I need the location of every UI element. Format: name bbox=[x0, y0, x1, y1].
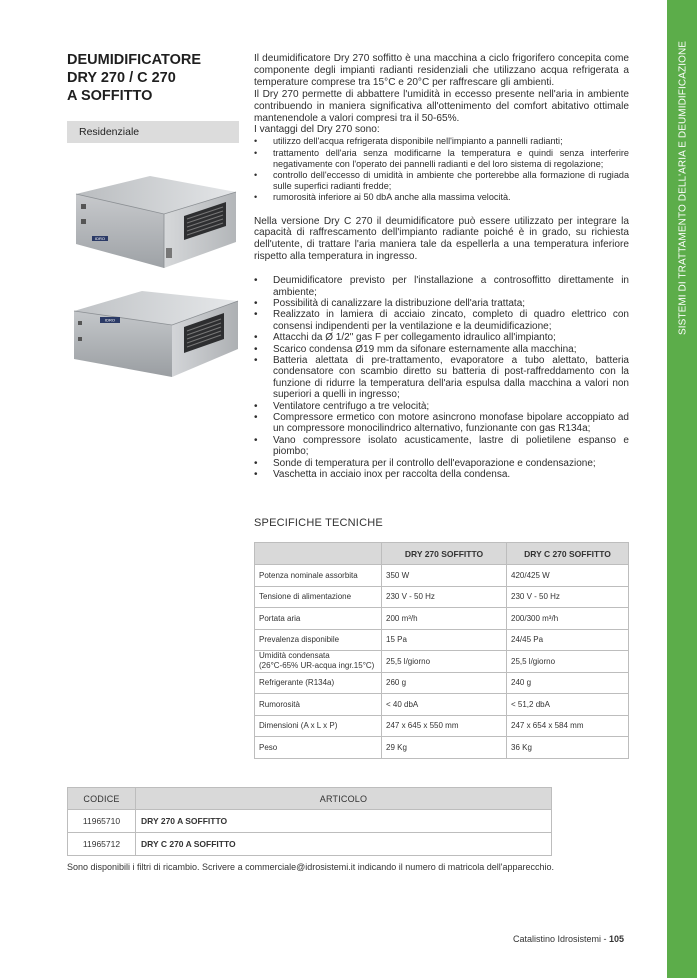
advantage-item: • rumorosità inferiore ai 50 dbA anche alla massima velocità. bbox=[254, 192, 629, 203]
feature-item: • Compressore ermetico con motore asincrono monofase bipolare accoppiato ad un compressore monocilindrico alternativo, funzionante con gas R134a; bbox=[254, 412, 629, 435]
category-box bbox=[67, 121, 239, 143]
spec-value-dry-270: 25,5 l/giorno bbox=[382, 651, 507, 673]
spec-label-line-2: (26°C-65% UR-acqua ingr.15°C) bbox=[259, 661, 375, 671]
advantage-item: • controllo dell'eccesso di umidità in ambiente che porterebbe alla formazione di rugiada sulle superfici radianti fredde; bbox=[254, 170, 629, 192]
feature-item: • Attacchi da Ø 1/2" gas F per collegamento idraulico all'impianto; bbox=[254, 332, 629, 343]
feature-item: • Scarico condensa Ø19 mm da sifonare esternamente alla macchina; bbox=[254, 344, 629, 355]
feature-item: • Ventilatore centrifugo a tre velocità; bbox=[254, 401, 629, 412]
spec-value-dry-c-270: 200/300 m³/h bbox=[507, 608, 629, 630]
spec-value-dry-c-270: 420/425 W bbox=[507, 565, 629, 587]
spec-label: Rumorosità bbox=[255, 694, 382, 716]
codes-table bbox=[67, 787, 552, 856]
specs-header-row bbox=[255, 543, 629, 565]
spec-value-dry-270: 230 V - 50 Hz bbox=[382, 586, 507, 608]
page-number: 105 bbox=[609, 934, 625, 944]
specs-header-dry-270: DRY 270 SOFFITTO bbox=[382, 543, 507, 565]
spec-value-dry-270: 15 Pa bbox=[382, 629, 507, 651]
specs-header-dry-c-270: DRY C 270 SOFFITTO bbox=[507, 543, 629, 565]
spec-value-dry-c-270: 24/45 Pa bbox=[507, 629, 629, 651]
spec-value-dry-270: 200 m³/h bbox=[382, 608, 507, 630]
unit-label-1: IDRO bbox=[95, 236, 105, 241]
category-label: Residenziale bbox=[79, 126, 140, 138]
product-article: DRY 270 A SOFFITTO bbox=[136, 810, 552, 833]
unit-label-2: IDRO bbox=[105, 317, 115, 323]
product-photo-dry-c-270 bbox=[72, 287, 240, 379]
feature-item: • Batteria alettata di pre-trattamento, evaporatore a tubo alettato, batteria condensatore con scambio diretto su batteria di post-raffreddamento con la funzione di ridurre la temperatura dell'aria espulsa dalla macchina a valori non superiori a quelli in ingresso; bbox=[254, 355, 629, 401]
feature-item: • Realizzato in lamiera di acciaio zincato, completo di quadro elettrico con consensi indipendenti per la ventilazione e la deumidificazione; bbox=[254, 309, 629, 332]
product-title-line-2: DRY 270 / C 270 bbox=[67, 70, 176, 86]
product-photo-dry-270 bbox=[72, 174, 240, 270]
spare-filters-note: Sono disponibili i filtri di ricambio. Scrivere a commerciale@idrosistemi.it indicando il numero di matricola dell'apparecchio. bbox=[67, 862, 555, 872]
spec-value-dry-c-270: 240 g bbox=[507, 672, 629, 694]
feature-item: • Deumidificatore previsto per l'installazione a controsoffitto direttamente in ambiente; bbox=[254, 275, 629, 298]
feature-item: • Sonde di temperatura per il controllo dell'evaporazione e condensazione; bbox=[254, 458, 629, 469]
advantage-item: • trattamento dell'aria senza modificarne la temperatura e quindi senza interferire negativamente con l'operato dei pannelli radianti e del loro sistema di regolazione; bbox=[254, 148, 629, 170]
spec-value-dry-270: 260 g bbox=[382, 672, 507, 694]
feature-item: • Vano compressore isolato acusticamente, lastre di polietilene espanso e piombo; bbox=[254, 435, 629, 458]
spec-value-dry-c-270: 36 Kg bbox=[507, 737, 629, 759]
spec-value-dry-c-270: 247 x 654 x 584 mm bbox=[507, 715, 629, 737]
table-row bbox=[255, 715, 629, 737]
spec-value-dry-c-270: 25,5 l/giorno bbox=[507, 651, 629, 673]
spec-label bbox=[255, 651, 382, 673]
spec-value-dry-270: 29 Kg bbox=[382, 737, 507, 759]
advantages-title: I vantaggi del Dry 270 sono: bbox=[254, 124, 380, 136]
advantage-item: • utilizzo dell'acqua refrigerata disponibile nell'impianto a pannelli radianti; bbox=[254, 136, 629, 147]
version-c-paragraph: Nella versione Dry C 270 il deumidificatore può essere utilizzato per integrare la capacità di raffrescamento dell'impianto radiante poiché è in grado, su richiesta dell'utente, di trattare l'aria maniera tale da espellerla a una temperatura inferiore rispetto alla temperatura in ingresso. bbox=[254, 215, 629, 263]
spec-label: Prevalenza disponibile bbox=[255, 629, 382, 651]
spec-value-dry-c-270: 230 V - 50 Hz bbox=[507, 586, 629, 608]
table-row bbox=[255, 586, 629, 608]
spec-label: Dimensioni (A x L x P) bbox=[255, 715, 382, 737]
section-sidebar-label: SISTEMI DI TRATTAMENTO DELL'ARIA E DEUMIDIFICAZIONE bbox=[677, 40, 689, 336]
spec-value-dry-c-270: < 51,2 dbA bbox=[507, 694, 629, 716]
specs-header-blank bbox=[255, 543, 382, 565]
table-row bbox=[68, 833, 552, 856]
product-article: DRY C 270 A SOFFITTO bbox=[136, 833, 552, 856]
features-list bbox=[254, 275, 629, 480]
product-title-line-3: A SOFFITTO bbox=[67, 88, 153, 104]
feature-item: • Vaschetta in acciaio inox per raccolta della condensa. bbox=[254, 469, 629, 480]
table-row bbox=[255, 694, 629, 716]
product-description bbox=[254, 53, 629, 481]
spec-value-dry-270: < 40 dbA bbox=[382, 694, 507, 716]
spec-label: Potenza nominale assorbita bbox=[255, 565, 382, 587]
table-row bbox=[255, 737, 629, 759]
spec-label: Portata aria bbox=[255, 608, 382, 630]
page-footer bbox=[513, 934, 624, 944]
spec-label-line-1: Umidità condensata bbox=[259, 651, 330, 661]
codes-header-article: ARTICOLO bbox=[136, 788, 552, 810]
table-row bbox=[255, 565, 629, 587]
specs-table bbox=[254, 542, 629, 759]
spec-value-dry-270: 247 x 645 x 550 mm bbox=[382, 715, 507, 737]
intro-paragraph-2: Il Dry 270 permette di abbattere l'umidità in eccesso presente nell'aria in ambiente contribuendo in maniera significativa all'ottenimento del comfort abitativo ottimale mantenendole a valori compresi tra il 50-65%. bbox=[254, 88, 629, 124]
spec-label: Peso bbox=[255, 737, 382, 759]
product-title-line-1: DEUMIDIFICATORE bbox=[67, 52, 201, 68]
feature-item: • Possibilità di canalizzare la distribuzione dell'aria trattata; bbox=[254, 298, 629, 309]
codes-header-code: CODICE bbox=[68, 788, 136, 810]
intro-paragraph-1: Il deumidificatore Dry 270 soffitto è una macchina a ciclo frigorifero concepita come componente degli impianti radianti residenziali che utilizzano acqua refrigerata a temperature comprese tra 15°C e 20°C per raffrescare gli ambienti. bbox=[254, 53, 629, 88]
table-row bbox=[255, 608, 629, 630]
footer-label: Catalistino Idrosistemi - bbox=[513, 934, 610, 944]
table-row bbox=[68, 810, 552, 833]
spec-value-dry-270: 350 W bbox=[382, 565, 507, 587]
spec-label: Tensione di alimentazione bbox=[255, 586, 382, 608]
table-row bbox=[255, 672, 629, 694]
table-row bbox=[255, 651, 629, 673]
table-row bbox=[255, 629, 629, 651]
section-sidebar-label-wrap bbox=[676, 40, 690, 336]
product-title bbox=[67, 51, 247, 105]
product-code: 11965712 bbox=[68, 833, 136, 856]
advantages-list bbox=[254, 136, 629, 203]
codes-header-row bbox=[68, 788, 552, 810]
product-code: 11965710 bbox=[68, 810, 136, 833]
specs-title: SPECIFICHE TECNICHE bbox=[254, 517, 383, 529]
spec-label: Refrigerante (R134a) bbox=[255, 672, 382, 694]
